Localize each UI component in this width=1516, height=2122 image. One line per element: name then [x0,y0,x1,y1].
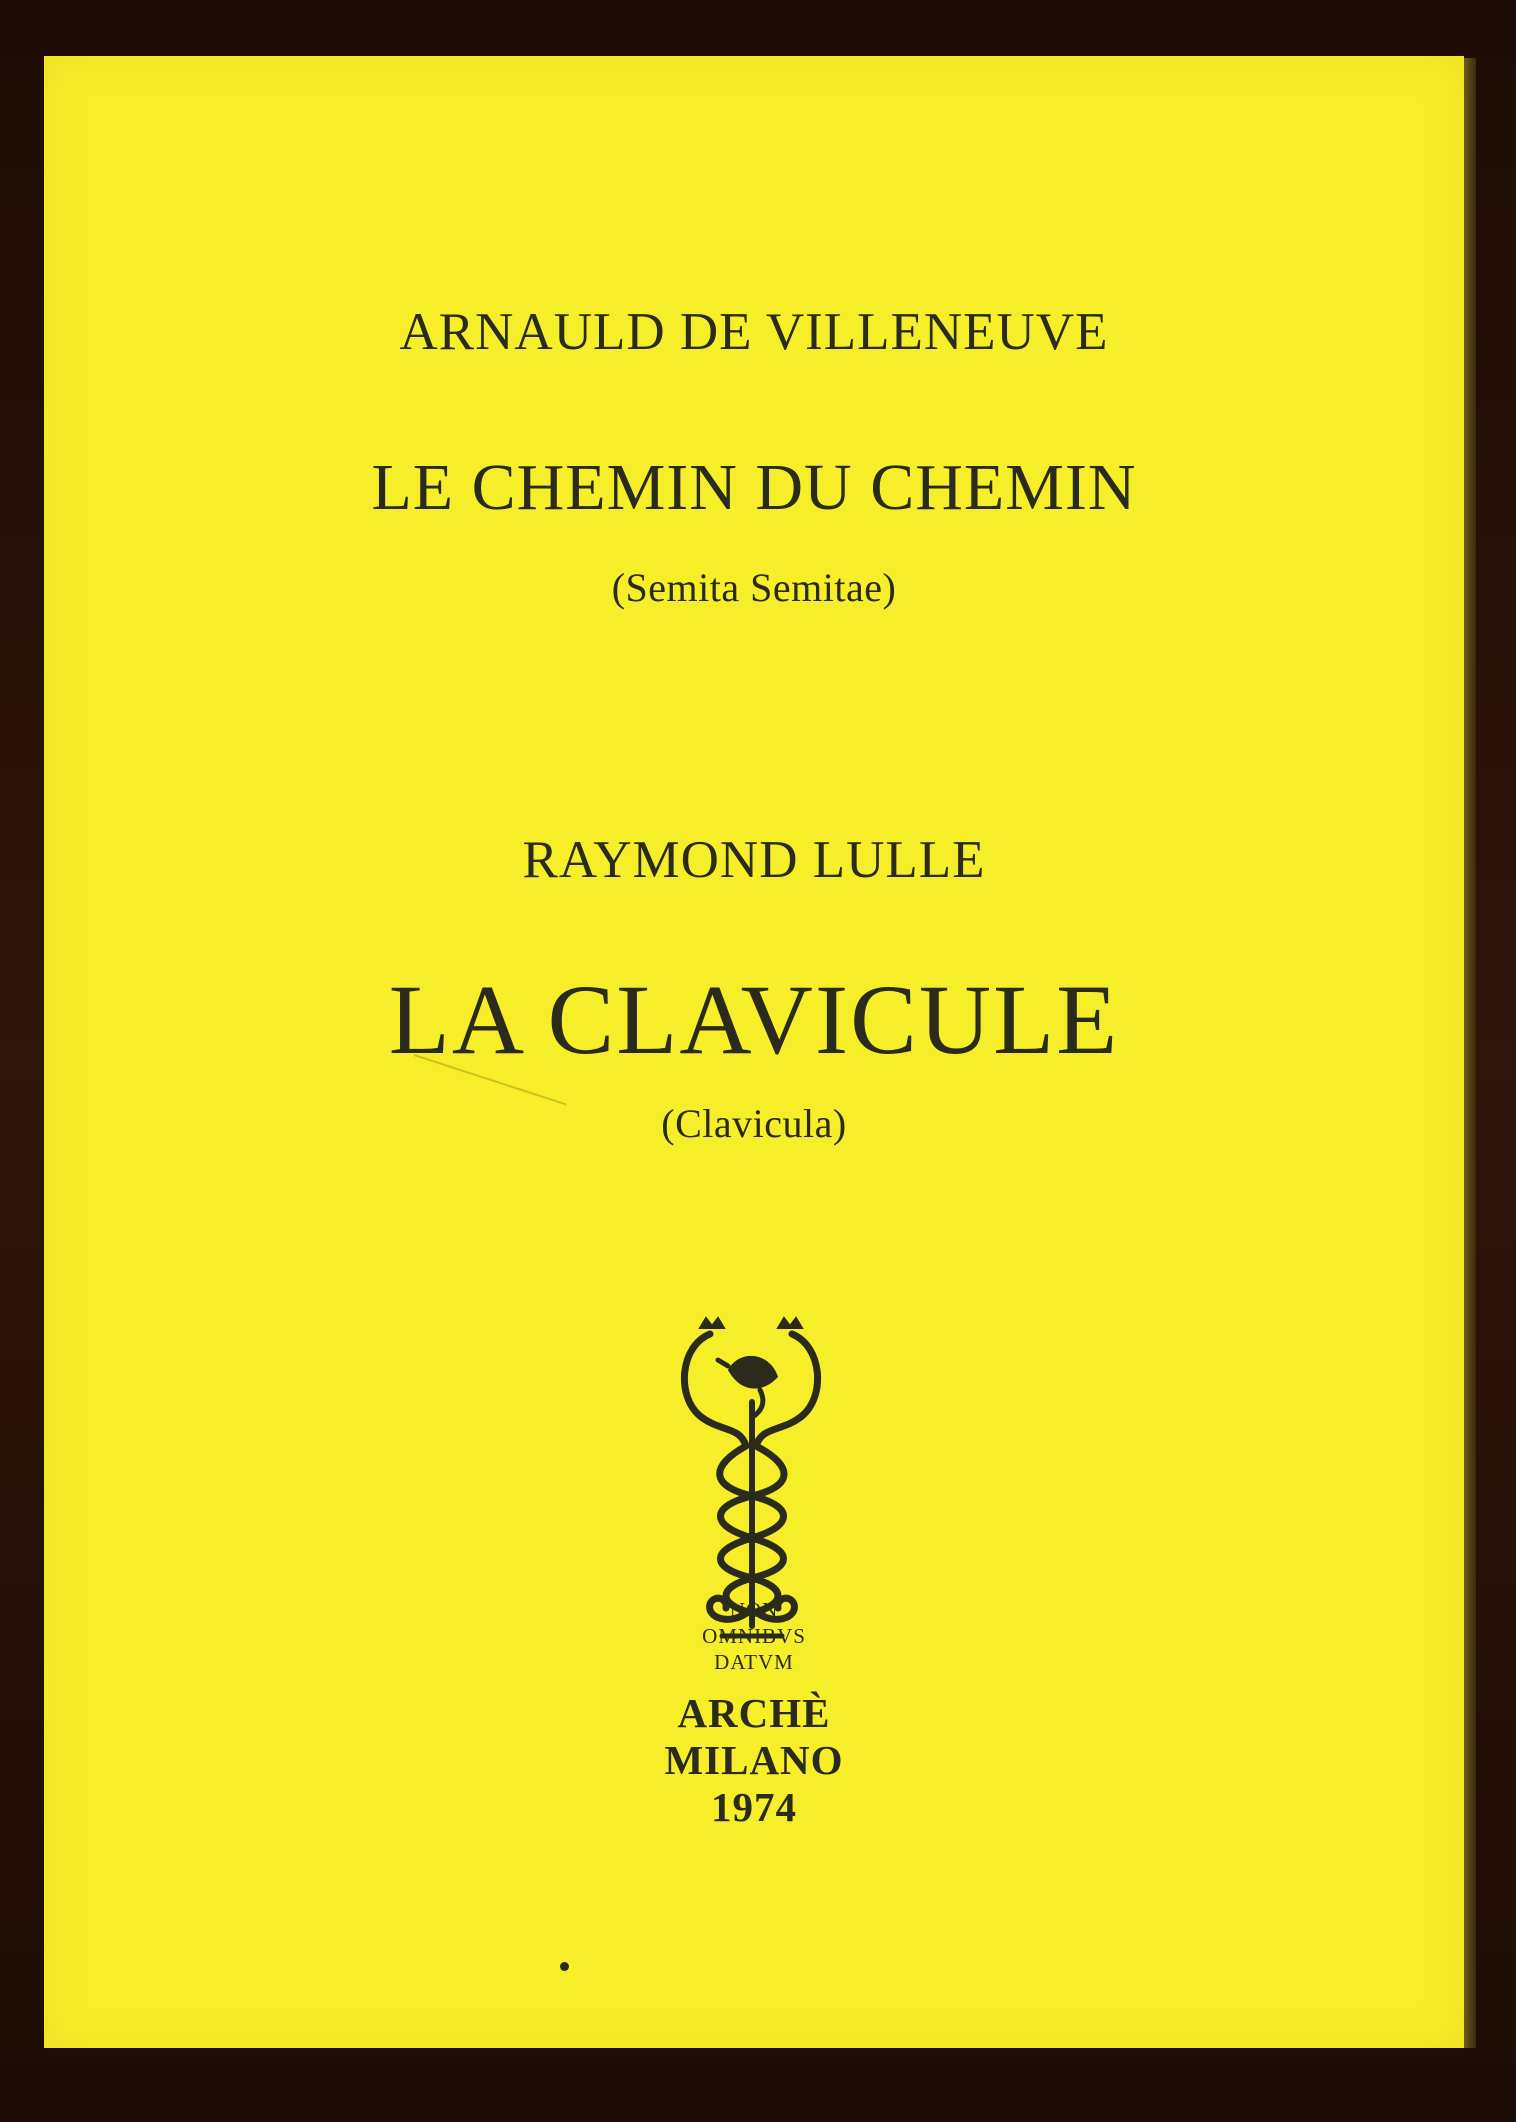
title-chemin: LE CHEMIN DU CHEMIN [371,451,1137,524]
motto-line-1: NON [729,1598,779,1622]
publisher-name: ARCHÈ [677,1690,831,1736]
title-clavicule: LA CLAVICULE [388,964,1120,1075]
author-arnauld: ARNAULD DE VILLENEUVE [399,303,1109,361]
ink-speck [560,1962,569,1971]
publisher-city: MILANO [664,1737,844,1783]
book-cover [44,56,1464,2048]
subtitle-clavicula: (Clavicula) [661,1101,847,1146]
motto-line-2: OMNIBVS [702,1624,806,1648]
publication-year: 1974 [711,1784,797,1830]
author-lulle: RAYMOND LULLE [522,831,986,889]
subtitle-semita: (Semita Semitae) [611,565,897,610]
motto-line-3: DATVM [714,1650,794,1674]
